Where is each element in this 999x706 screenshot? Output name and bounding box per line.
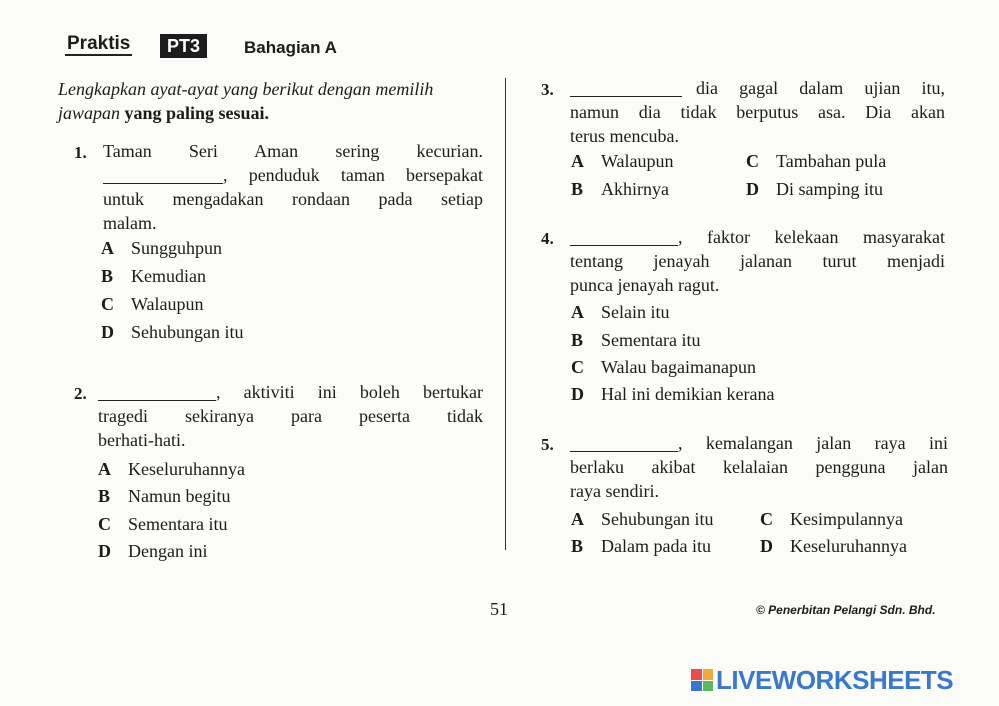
question-line: tentang jenayah jalanan turut menjadi	[570, 251, 945, 271]
option-text: Kemudian	[131, 266, 206, 286]
answer-blank[interactable]	[98, 386, 216, 401]
option-text: Keseluruhannya	[128, 459, 245, 479]
option-text: Walau bagaimanapun	[601, 357, 756, 377]
option-letter: D	[98, 541, 111, 561]
question-line: untuk mengadakan rondaan pada setiap	[103, 189, 483, 209]
option-letter: C	[101, 294, 114, 314]
option-letter: B	[101, 266, 114, 286]
question-line: Taman Seri Aman sering kecurian.	[103, 141, 483, 161]
option[interactable]	[101, 236, 222, 260]
question-number: 2.	[74, 384, 87, 403]
option-letter: C	[571, 357, 584, 377]
option[interactable]	[571, 300, 670, 324]
question-line: raya sendiri.	[570, 481, 659, 501]
question-1-text	[103, 139, 483, 235]
option-text: Sementara itu	[601, 330, 701, 350]
question-line: berlaku akibat kelalaian pengguna jalan	[570, 457, 948, 477]
option[interactable]	[746, 177, 883, 201]
option-letter: C	[98, 514, 111, 534]
option-letter: B	[98, 486, 111, 506]
option[interactable]	[98, 484, 230, 508]
option-text: Di samping itu	[776, 179, 883, 199]
question-5-text	[570, 431, 948, 503]
question-number: 5.	[541, 435, 554, 454]
option[interactable]	[571, 534, 711, 558]
question-2-text	[98, 380, 483, 452]
question-line: berhati-hati.	[98, 430, 186, 450]
option[interactable]	[571, 382, 774, 406]
option[interactable]	[98, 512, 227, 536]
option[interactable]	[571, 355, 756, 379]
question-line: , penduduk taman bersepakat	[223, 165, 483, 185]
option-text: Walaupun	[601, 151, 674, 171]
option-letter: A	[571, 302, 584, 322]
question-line: dia gagal dalam ujian itu,	[696, 78, 945, 98]
option-text: Selain itu	[601, 302, 670, 322]
option-letter: A	[98, 459, 111, 479]
brand-name: LIVEWORKSHEETS	[716, 664, 954, 695]
option-letter: B	[571, 179, 584, 199]
liveworksheets-logo-icon	[691, 669, 713, 691]
answer-blank[interactable]	[570, 231, 678, 246]
instruction-bold: yang paling sesuai.	[124, 103, 270, 123]
question-number: 3.	[541, 80, 554, 99]
option[interactable]	[101, 320, 244, 344]
option-text: Walaupun	[131, 294, 204, 314]
option[interactable]	[571, 507, 714, 531]
pt3-badge: PT3	[160, 34, 207, 58]
instruction	[58, 77, 498, 125]
question-line: tragedi sekiranya para peserta tidak	[98, 406, 483, 426]
option-text: Sehubungan itu	[601, 509, 714, 529]
question-line: namun dia tidak berputus asa. Dia akan	[570, 102, 945, 122]
option[interactable]	[746, 149, 886, 173]
option-letter: A	[571, 509, 584, 529]
option-text: Akhirnya	[601, 179, 669, 199]
option-letter: B	[571, 536, 584, 556]
option-text: Tambahan pula	[776, 151, 887, 171]
option-text: Sementara itu	[128, 514, 228, 534]
option-text: Dengan ini	[128, 541, 208, 561]
question-line: , faktor kelekaan masyarakat	[678, 227, 945, 247]
option[interactable]	[98, 457, 245, 481]
option-text: Sungguhpun	[131, 238, 223, 258]
option-letter: B	[571, 330, 584, 350]
option-letter: D	[571, 384, 584, 404]
option-text: Sehubungan itu	[131, 322, 244, 342]
column-divider	[505, 78, 506, 550]
option-text: Kesimpulannya	[790, 509, 903, 529]
praktis-title: Praktis	[67, 33, 131, 54]
question-number: 4.	[541, 229, 554, 248]
option-letter: D	[746, 179, 759, 199]
option-text: Hal ini demikian kerana	[601, 384, 775, 404]
question-line: terus mencuba.	[570, 126, 679, 146]
option-letter: D	[101, 322, 114, 342]
answer-blank[interactable]	[103, 169, 223, 184]
instruction-italic: Lengkapkan ayat-ayat yang berikut dengan memilih jawapan	[58, 79, 434, 123]
question-line: , aktiviti ini boleh bertukar	[216, 382, 483, 402]
question-line: malam.	[103, 213, 157, 233]
option[interactable]	[760, 507, 903, 531]
question-line: , kemalangan jalan raya ini	[678, 433, 948, 453]
answer-blank[interactable]	[570, 82, 682, 97]
option[interactable]	[571, 177, 669, 201]
liveworksheets-logo[interactable]	[691, 665, 953, 695]
option-letter: A	[101, 238, 114, 258]
question-3-text	[570, 76, 945, 148]
option-letter: C	[746, 151, 759, 171]
option-letter: C	[760, 509, 773, 529]
option[interactable]	[571, 149, 674, 173]
option[interactable]	[101, 264, 206, 288]
page-number: 51	[490, 599, 508, 619]
question-number: 1.	[74, 143, 87, 162]
section-title: Bahagian A	[244, 38, 337, 57]
option[interactable]	[760, 534, 907, 558]
option[interactable]	[101, 292, 204, 316]
answer-blank[interactable]	[570, 437, 678, 452]
option-text: Dalam pada itu	[601, 536, 711, 556]
question-line: punca jenayah ragut.	[570, 275, 720, 295]
option-letter: D	[760, 536, 773, 556]
option-letter: A	[571, 151, 584, 171]
question-4-text	[570, 225, 945, 297]
option[interactable]	[98, 539, 207, 563]
option-text: Namun begitu	[128, 486, 231, 506]
option[interactable]	[571, 328, 700, 352]
option-text: Keseluruhannya	[790, 536, 907, 556]
copyright: © Penerbitan Pelangi Sdn. Bhd.	[756, 603, 936, 617]
